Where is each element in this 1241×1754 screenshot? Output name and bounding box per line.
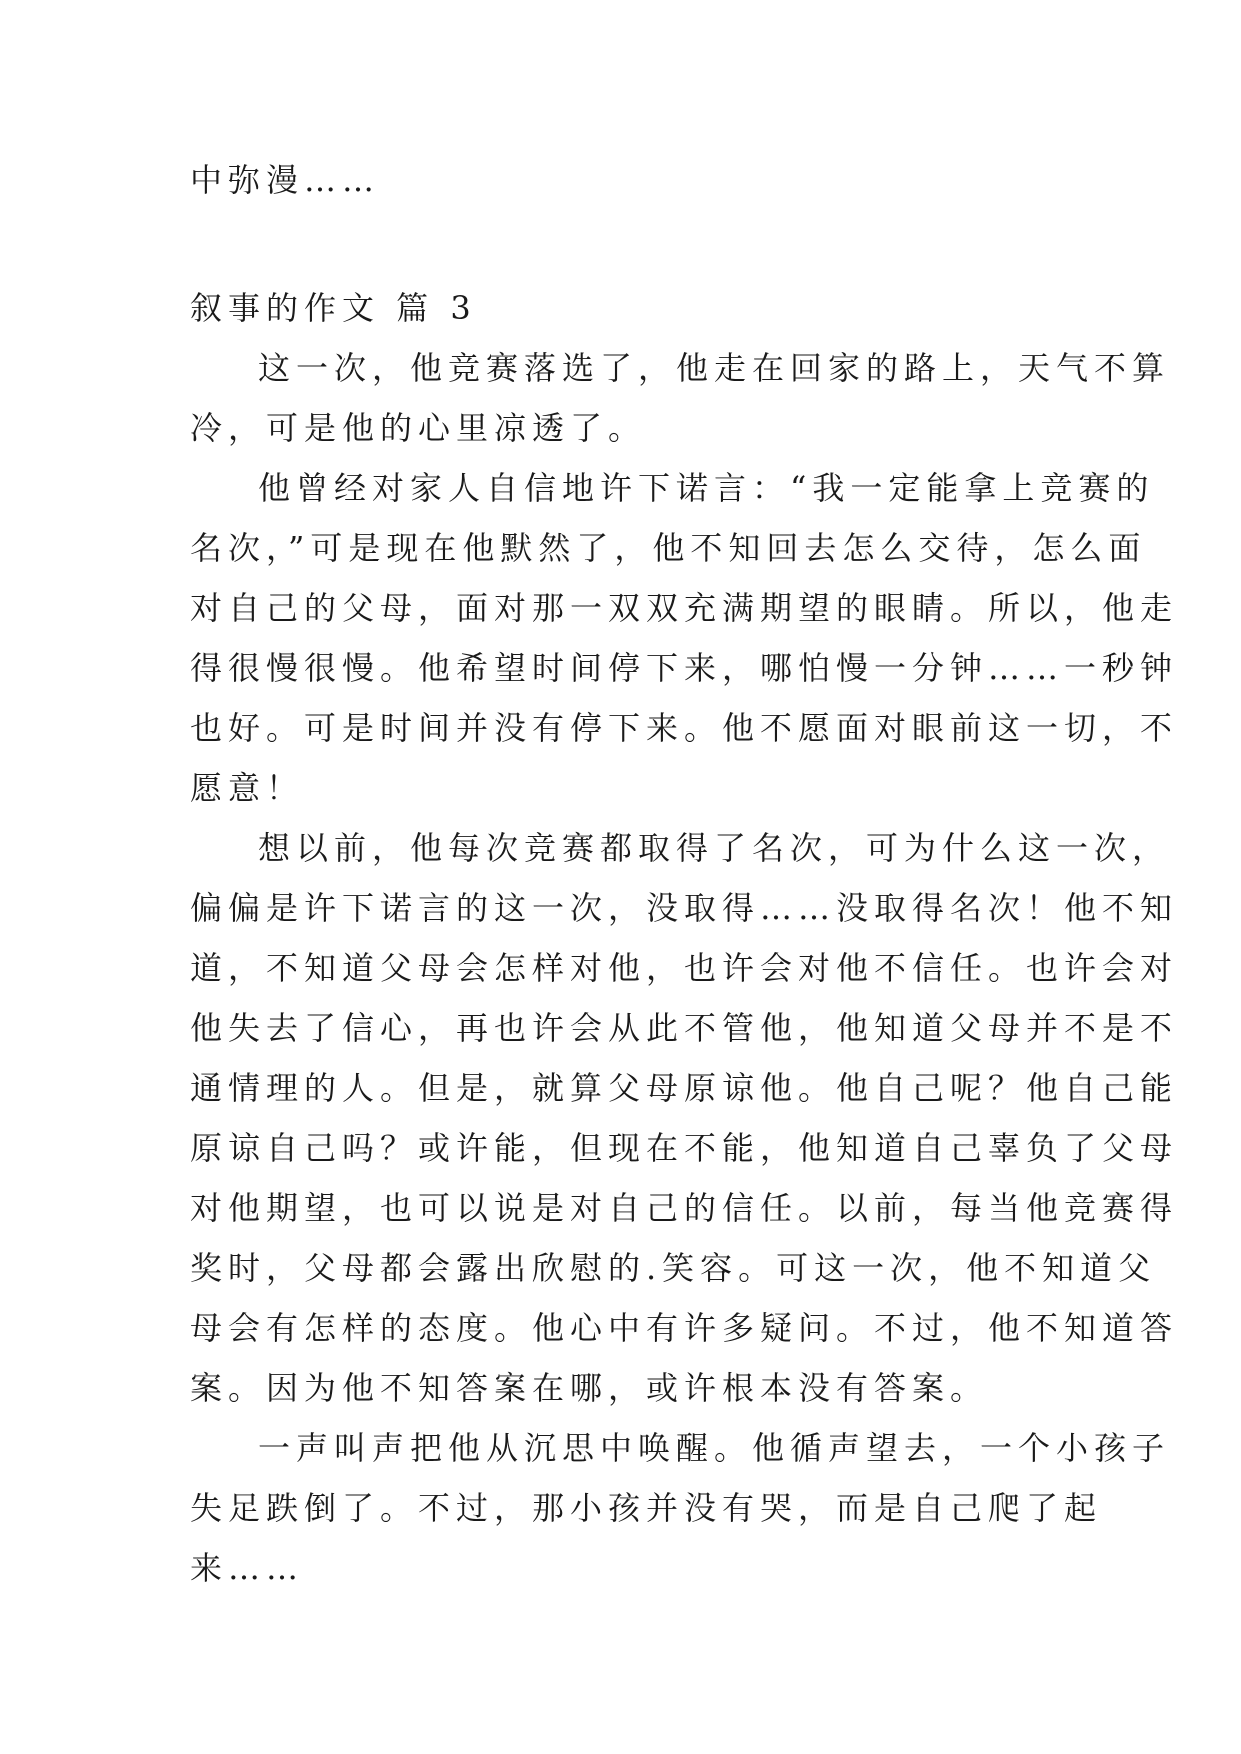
paragraph-3-line-8: 奖时，父母都会露出欣慰的.笑容。可这一次，他不知道父 xyxy=(190,1249,1157,1287)
paragraph-3-line-2: 偏偏是许下诺言的这一次，没取得……没取得名次！他不知 xyxy=(190,889,1179,927)
document-content xyxy=(190,150,1179,1598)
paragraph-3-line-4: 他失去了信心，再也许会从此不管他，他知道父母并不是不 xyxy=(190,1009,1179,1047)
paragraph-4-line-3: 来…… xyxy=(190,1549,305,1587)
paragraph-2-line-4: 得很慢很慢。他希望时间停下来，哪怕慢一分钟……一秒钟 xyxy=(190,649,1179,687)
paragraph-4-line-2: 失足跌倒了。不过，那小孩并没有哭，而是自己爬了起 xyxy=(190,1489,1103,1527)
paragraph-3-line-1: 想以前，他每次竞赛都取得了名次，可为什么这一次， xyxy=(258,829,1171,867)
paragraph-1-line-2: 冷，可是他的心里凉透了。 xyxy=(190,409,647,447)
paragraph-4-line-1: 一声叫声把他从沉思中唤醒。他循声望去，一个小孩子 xyxy=(258,1429,1171,1467)
paragraph-2-line-5: 也好。可是时间并没有停下来。他不愿面对眼前这一切，不 xyxy=(190,709,1179,747)
paragraph-3-line-7: 对他期望，也可以说是对自己的信任。以前，每当他竞赛得 xyxy=(190,1189,1179,1227)
continuation-line: 中弥漫…… xyxy=(190,161,381,199)
paragraph-1-line-1: 这一次，他竞赛落选了，他走在回家的路上，天气不算 xyxy=(258,349,1171,387)
paragraph-3-line-9: 母会有怎样的态度。他心中有许多疑问。不过，他不知道答 xyxy=(190,1309,1179,1347)
paragraph-2-line-2: 名次，”可是现在他默然了，他不知回去怎么交待，怎么面 xyxy=(190,529,1147,567)
paragraph-2-line-1: 他曾经对家人自信地许下诺言：“我一定能拿上竞赛的 xyxy=(258,469,1155,507)
paragraph-2-line-3: 对自己的父母，面对那一双双充满期望的眼睛。所以，他走 xyxy=(190,589,1179,627)
section-title: 叙事的作文 篇 3 xyxy=(190,289,477,327)
paragraph-3-line-6: 原谅自己吗？或许能，但现在不能，他知道自己辜负了父母 xyxy=(190,1129,1179,1167)
paragraph-2-line-6: 愿意！ xyxy=(190,769,305,807)
paragraph-3-line-5: 通情理的人。但是，就算父母原谅他。他自己呢？他自己能 xyxy=(190,1069,1179,1107)
paragraph-3-line-3: 道，不知道父母会怎样对他，也许会对他不信任。也许会对 xyxy=(190,949,1179,987)
paragraph-3-line-10: 案。因为他不知答案在哪，或许根本没有答案。 xyxy=(190,1369,989,1407)
